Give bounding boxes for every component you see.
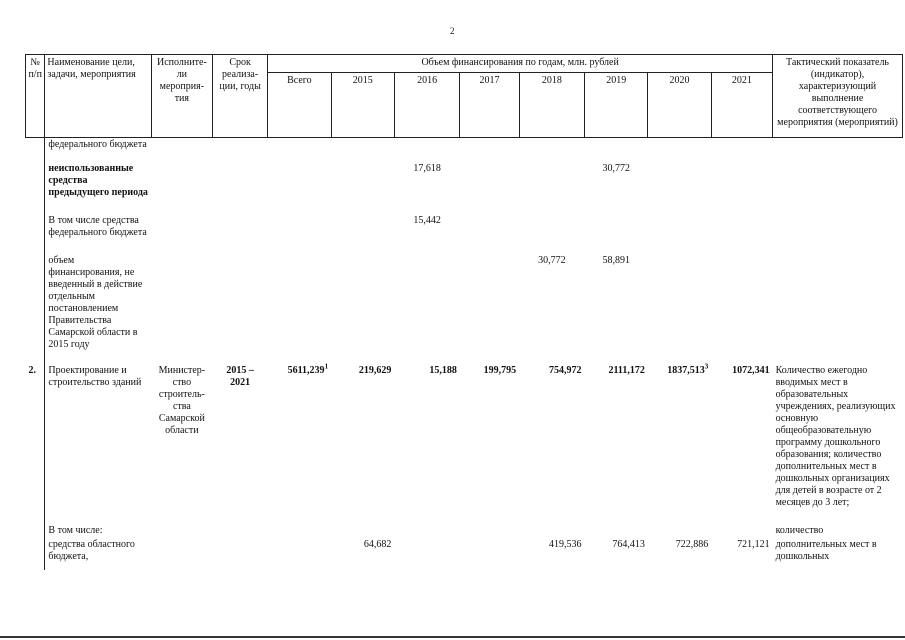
value-2016: 15,442 xyxy=(413,215,441,226)
page-number: 2 xyxy=(450,26,455,36)
value-2018: 754,972 xyxy=(549,365,582,376)
item-total xyxy=(268,364,331,524)
header-num: № п/п xyxy=(26,55,45,138)
row-label: В том числе: xyxy=(45,524,151,538)
header-name: Наименование цели, задачи, мероприятия xyxy=(45,55,151,138)
value-2019: 30,772 xyxy=(602,163,630,174)
header-year-2015: 2015 xyxy=(331,73,394,138)
header-year-2018: 2018 xyxy=(519,73,584,138)
value-2017: 199,795 xyxy=(483,365,517,376)
row-label: объем финансирования, не введенный в действие отдельным постановлением Правительства Самарской области в 2015 году xyxy=(45,254,151,364)
row-label: федерального бюджета xyxy=(45,138,151,163)
value-2016: 15,188 xyxy=(429,365,457,376)
value-2015: 64,682 xyxy=(363,539,392,550)
item-indicator: Количество ежегодно вводимых мест в образовательных учреждениях, реализующих основную общеобразовательную программу дошкольного образования; количество дополнительных мест в дошкольных организациях для детей в возрасте от 2 месяцев до 3 лет; xyxy=(775,365,896,508)
item-name: Проектирование и строительство зданий xyxy=(45,364,151,524)
value-2020 xyxy=(648,364,711,524)
value-2020: 722,886 xyxy=(675,539,709,550)
table-row xyxy=(26,214,903,254)
table-row xyxy=(26,524,903,538)
value-2016: 17,618 xyxy=(413,163,441,174)
value-2019: 58,891 xyxy=(602,255,630,266)
header-indicator: Тактический показатель (индикатор), характеризующий выполнение соответствующего мероприятия (мероприятий) xyxy=(773,55,903,138)
header-year-2019: 2019 xyxy=(585,73,648,138)
value-2018: 30,772 xyxy=(538,255,566,266)
value-2021: 721,121 xyxy=(737,539,770,550)
footnote-mark: 3 xyxy=(704,362,709,371)
row-indicator: количество xyxy=(775,525,824,536)
header-executor: Исполните-ли мероприя-тия xyxy=(151,55,212,138)
row-label: средства областного бюджета, xyxy=(45,538,151,570)
table-row xyxy=(26,138,903,163)
value-2020-number: 1837,513 xyxy=(667,365,705,376)
table-row-item-2 xyxy=(26,364,903,524)
item-total-value: 5611,239 xyxy=(287,365,325,376)
item-term: 2015 – 2021 xyxy=(226,365,254,388)
value-2015: 219,629 xyxy=(358,365,392,376)
header-total: Всего xyxy=(268,73,331,138)
header-term: Срок реализа-ции, годы xyxy=(213,55,268,138)
table-row xyxy=(26,254,903,364)
header-year-2017: 2017 xyxy=(460,73,519,138)
item-number: 2. xyxy=(28,365,36,376)
item-executor: Министер-ство строитель-ства Самарской области xyxy=(158,365,206,436)
financing-table xyxy=(25,54,903,570)
value-2021: 1072,341 xyxy=(732,365,770,376)
row-indicator: дополнительных мест в дошкольных xyxy=(775,539,877,562)
header-year-2021: 2021 xyxy=(711,73,772,138)
value-2018: 419,536 xyxy=(549,539,582,550)
row-label: В том числе средства федерального бюджета xyxy=(45,214,151,254)
table-row xyxy=(26,538,903,570)
footnote-mark: 1 xyxy=(324,362,329,371)
header-year-2020: 2020 xyxy=(648,73,711,138)
row-label: неиспользованные средства предыдущего периода xyxy=(45,162,151,214)
table-row xyxy=(26,162,903,214)
value-2019: 2111,172 xyxy=(608,365,645,376)
header-year-2016: 2016 xyxy=(394,73,459,138)
header-financing: Объем финансирования по годам, млн. рублей xyxy=(268,55,773,73)
value-2019: 764,413 xyxy=(612,539,645,550)
page-bottom-edge xyxy=(0,636,905,638)
